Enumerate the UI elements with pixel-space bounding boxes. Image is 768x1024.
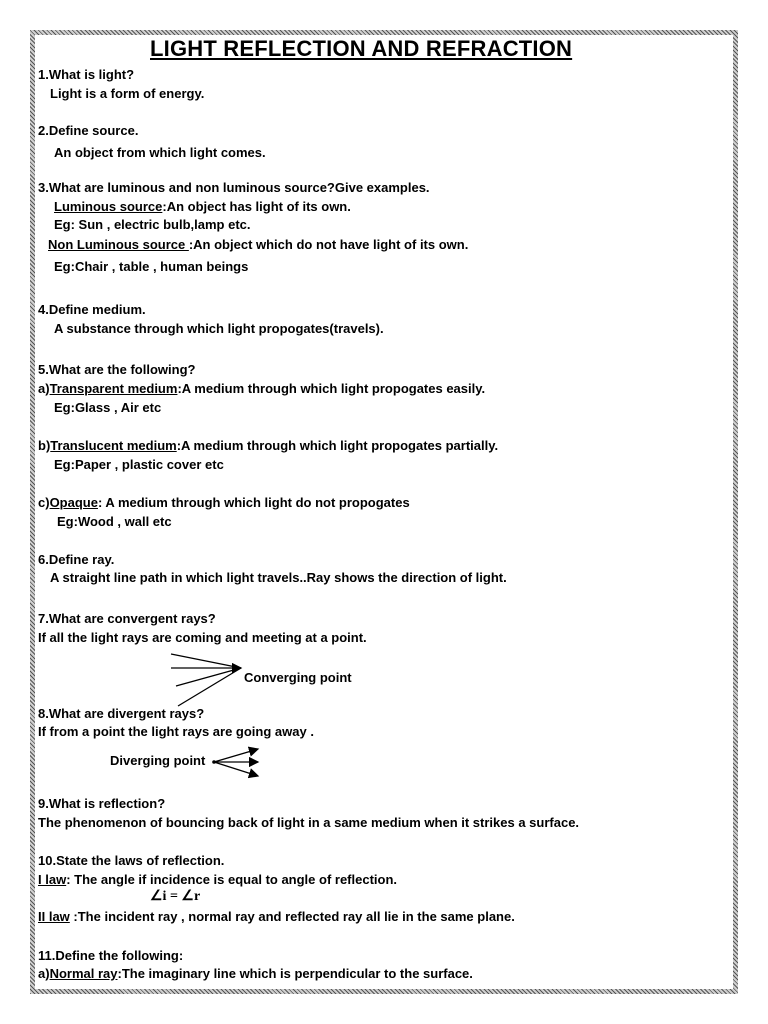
question-8: 8.What are divergent rays? <box>38 706 205 721</box>
question-9: 9.What is reflection? <box>38 796 166 811</box>
law-1: I law: The angle if incidence is equal to angle of reflection. <box>38 872 398 887</box>
transparent-eg: Eg:Glass , Air etc <box>54 400 162 415</box>
question-3: 3.What are luminous and non luminous source?Give examples. <box>38 180 430 195</box>
answer-2: An object from which light comes. <box>54 145 266 160</box>
answer-6: A straight line path in which light travels..Ray shows the direction of light. <box>50 570 507 585</box>
converging-point-label: Converging point <box>244 670 352 685</box>
question-10: 10.State the laws of reflection. <box>38 853 225 868</box>
normal-ray-def: a)Normal ray:The imaginary line which is perpendicular to the surface. <box>38 966 473 981</box>
question-4: 4.Define medium. <box>38 302 146 317</box>
question-11: 11.Define the following: <box>38 948 184 963</box>
decorative-page-border <box>30 30 738 994</box>
luminous-eg: Eg: Sun , electric bulb,lamp etc. <box>54 217 251 232</box>
law-2: II law :The incident ray , normal ray and reflected ray all lie in the same plane. <box>38 909 515 924</box>
diverging-rays-diagram <box>210 744 266 784</box>
converging-rays-diagram <box>166 646 246 710</box>
question-7: 7.What are convergent rays? <box>38 611 216 626</box>
answer-4: A substance through which light propogates(travels). <box>54 321 384 336</box>
opaque-eg: Eg:Wood , wall etc <box>57 514 172 529</box>
transparent-def: a)Transparent medium:A medium through which light propogates easily. <box>38 381 486 396</box>
translucent-eg: Eg:Paper , plastic cover etc <box>54 457 224 472</box>
answer-7: If all the light rays are coming and meeting at a point. <box>38 630 367 645</box>
non-luminous-eg: Eg:Chair , table , human beings <box>54 259 249 274</box>
question-6: 6.Define ray. <box>38 552 115 567</box>
luminous-def: Luminous source:An object has light of its own. <box>54 199 351 214</box>
page-title: LIGHT REFLECTION AND REFRACTION <box>150 36 573 61</box>
question-5: 5.What are the following? <box>38 362 196 377</box>
question-1: 1.What is light? <box>38 67 135 82</box>
answer-9: The phenomenon of bouncing back of light in a same medium when it strikes a surface. <box>38 815 580 830</box>
diverging-point-label: Diverging point <box>110 753 206 768</box>
opaque-def: c)Opaque: A medium through which light do not propogates <box>38 495 410 510</box>
reflection-formula: ∠i = ∠r <box>150 889 201 904</box>
question-2: 2.Define source. <box>38 123 139 138</box>
non-luminous-def: Non Luminous source :An object which do not have light of its own. <box>48 237 469 252</box>
answer-1: Light is a form of energy. <box>50 86 205 101</box>
translucent-def: b)Translucent medium:A medium through which light propogates partially. <box>38 438 499 453</box>
answer-8: If from a point the light rays are going away . <box>38 724 314 739</box>
